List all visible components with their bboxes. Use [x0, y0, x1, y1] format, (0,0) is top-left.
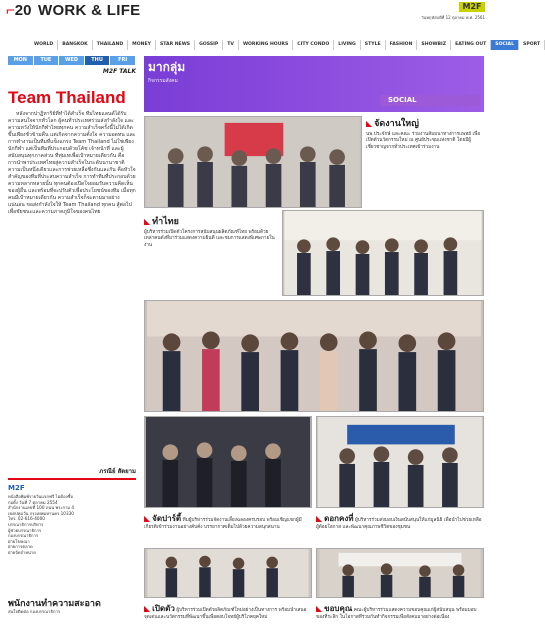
story-5 [144, 602, 312, 621]
triangle-icon: ◣ [144, 604, 151, 613]
nav-item-gossip[interactable]: GOSSIP [195, 40, 223, 50]
photo-event-4 [144, 416, 312, 508]
nav-item-tv[interactable]: TV [223, 40, 239, 50]
triangle-icon: ◣ [144, 217, 151, 226]
nav-item-style[interactable]: STYLE [361, 40, 386, 50]
story-4 [316, 512, 484, 531]
nav-item-world[interactable]: WORLD [30, 40, 58, 50]
triangle-icon: ◣ [316, 604, 323, 613]
story-1-title: ◣ จัดงานใหญ่ [366, 119, 419, 129]
masthead-box [8, 478, 136, 588]
masthead-lines [8, 494, 136, 556]
triangle-icon: ◣ [366, 119, 373, 128]
banner-brand: มากลุ่ม [148, 60, 186, 74]
day-tab-mon: MON [8, 56, 33, 65]
story-6-text: คณะผู้บริหารร่วมแสดงความขอบคุณแก่ผู้สนับสนุน พร้อมมอบของที่ระลึก ในโอกาสที่ร่วมกันทำกิจกรรมเพื่อสังคมมาอย่างต่อเนื่อง [316, 608, 477, 620]
masthead-line: ฝ่ายโฆษณา [8, 538, 30, 544]
nav-item-sport[interactable]: SPORT [519, 40, 545, 50]
story-6-title: ขอบคุณ [324, 604, 353, 613]
masthead-logo: M2F [8, 484, 25, 492]
story-6 [316, 602, 484, 621]
masthead-line: โทร. 02-616-4000 [8, 516, 45, 522]
story-1-text: นพ.ประจักษ์ และคณะ ร่วมงานสัมมนาทางการแพทย์ เพื่อเปิดตัวนวัตกรรมใหม่ ณ ศูนย์ประชุมแห่งชาติ โดยมีผู้เชี่ยวชาญจากทั่วประเทศเข้าร่วมงาน [366, 132, 481, 150]
story-3-text: ทีมผู้บริหารร่วมจัดงานเลี้ยงฉลองครบรอบ พร้อมเชิญแขกผู้มีเกียรติเข้าร่วมงานอย่างคับคั่ง บรรยากาศเต็มไปด้วยความสนุกสนาน [144, 518, 302, 530]
photo-event-6 [144, 548, 312, 598]
nav-item-city-condo[interactable]: CITY CONDO [293, 40, 334, 50]
masthead-line: เขตปทุมวัน กรุงเทพมหานคร 10330 [8, 510, 74, 516]
nav-item-working-hours[interactable]: WORKING HOURS [239, 40, 293, 50]
photo-event-2 [282, 210, 484, 296]
masthead-line: ผู้ช่วยบรรณาธิการ [8, 527, 42, 533]
story-3 [144, 512, 312, 531]
masthead-line: ก่อตั้ง วันที่ 7 ตุลาคม 2554 [8, 499, 58, 505]
column-label: M2F TALK [102, 68, 136, 75]
story-4-title: ดอกคงที่ [324, 514, 354, 523]
story-5-title: เปิดตัว [152, 604, 175, 613]
section-nav [30, 40, 541, 50]
nav-item-bangkok[interactable]: BANGKOK [58, 40, 93, 50]
photo-event-3 [144, 300, 484, 412]
photo-event-5 [316, 416, 484, 508]
banner-subtitle: กิจกรรมสังคม [148, 78, 178, 84]
day-tab-wed: WED [59, 56, 84, 65]
masthead-line: ฝ่ายจัดจำหน่าย [8, 549, 36, 555]
page-number: ⌐20 [6, 2, 32, 19]
story-2-title: ◣ ทำไทย [144, 217, 179, 227]
masthead-line: หนังสือพิมพ์รายวันแจกฟรี ไม่ต้องซื้อ [8, 494, 74, 499]
nav-item-showbiz[interactable]: SHOWBIZ [417, 40, 451, 50]
masthead-line: ฝ่ายการตลาด [8, 544, 33, 550]
story-3-title: จัดปาร์ตี้ [152, 514, 182, 523]
weekday-tabs [8, 56, 136, 65]
nav-item-thailand[interactable]: THAILAND [93, 40, 128, 50]
recruit-subtext: สนใจติดต่อ กองบรรณาธิการ [8, 609, 61, 614]
story-5-text: ผู้บริหารร่วมเปิดตัวผลิตภัณฑ์ใหม่อย่างเป็นทางการ พร้อมนำเสนอจุดเด่นและนวัตกรรมที่พัฒนาขึ้นเพื่อตอบโจทย์ผู้บริโภคยุคใหม่ [144, 608, 307, 620]
nav-item-living[interactable]: LIVING [334, 40, 361, 50]
m2f-logo: M2F [459, 2, 485, 12]
story-1 [366, 116, 484, 151]
day-tab-fri: FRI [110, 56, 135, 65]
article-body: หลังจากปาฏิหาริย์ที่ทำได้สำเร็จ ทีมไทยแลนด์ได้รับความสนใจจากทั่วโลก ผู้คนทั่วประเทศร่วมส่งกำลังใจ และความหวังให้นักกีฬาไทยทุกคน ความสำเร็จครั้งนี้ไม่ได้เกิดขึ้นเพียงชั่วข้ามคืน แต่เกิดจากความตั้งใจ ความอดทน และการทำงานเป็นทีมที่แข็งแกร่ง Team Thailand ไม่ใช่เพียงนักกีฬา แต่เป็นทีมที่ประกอบด้วยโค้ช เจ้าหน้าที่ และผู้สนับสนุนทุกภาคส่วน ที่ทุ่มเทเพื่อเป้าหมายเดียวกัน คือการนำพาประเทศไทยสู่ความสำเร็จในระดับนานาชาติ ความเป็นหนึ่งเดียวและการช่วยเหลือซึ่งกันและกัน คือหัวใจสำคัญของทีมที่ประสบความสำเร็จ การทำทีมที่ประกอบด้วยความหลากหลายนั้น ทุกคนต้องเปิดใจยอมรับความคิดเห็นของผู้อื่น และพร้อมที่จะปรับตัวเพื่อประโยชน์ของทีม เมื่อทุกคนมีเป้าหมายเดียวกัน ความสำเร็จก็จะตามมาอย่างแน่นอน ขอส่งกำลังใจให้ Team Thailand ทุกคน สู้ต่อไปเพื่อชัยชนะและความภาคภูมิใจของคนไทย [8, 111, 136, 215]
byline: ภรณีย์ สัตยาม [99, 468, 136, 475]
nav-item-eating-out[interactable]: EATING OUT [451, 40, 491, 50]
masthead-line: บรรณาธิการบริหาร [8, 521, 44, 527]
social-tag: SOCIAL [380, 95, 480, 106]
photo-event-1 [144, 116, 362, 208]
triangle-icon: ◣ [144, 514, 151, 523]
story-2 [144, 214, 278, 249]
issue-date: วันพฤหัสบดีที่ 12 ตุลาคม พ.ศ. 2561 [421, 15, 485, 20]
story-4-text: ผู้บริหารร่วมส่งมอบเงินสนับสนุนให้แก่มูลนิธิ เพื่อนำไปช่วยเหลือผู้ด้อยโอกาส และพัฒนาคุณภาพชีวิตของชุมชน [316, 518, 482, 530]
recruit-headline: พนักงานทำความสะอาด [8, 599, 101, 609]
section-title: WORK & LIFE [38, 2, 141, 19]
photo-event-7 [316, 548, 484, 598]
masthead-line: กองบรรณาธิการ [8, 533, 39, 539]
article-headline: Team Thailand [8, 88, 126, 107]
triangle-icon: ◣ [316, 514, 323, 523]
story-2-text: ผู้บริหารร่วมเปิดตัวโครงการสนับสนุนผลิตภัณฑ์ไทย พร้อมด้วยเหล่าคนดังที่มาร่วมแสดงความยินดี และชมการแสดงพิเศษภายในงาน [144, 230, 275, 248]
day-tab-thu: THU [85, 56, 110, 65]
nav-item-star-news[interactable]: STAR NEWS [156, 40, 195, 50]
nav-item-fashion[interactable]: FASHION [386, 40, 418, 50]
nav-item-social[interactable]: SOCIAL [491, 40, 519, 50]
day-tab-tue: TUE [34, 56, 59, 65]
nav-item-money[interactable]: MONEY [128, 40, 156, 50]
masthead-line: สำนักงานเลขที่ 100 ถนน พระราม 4 [8, 505, 75, 511]
